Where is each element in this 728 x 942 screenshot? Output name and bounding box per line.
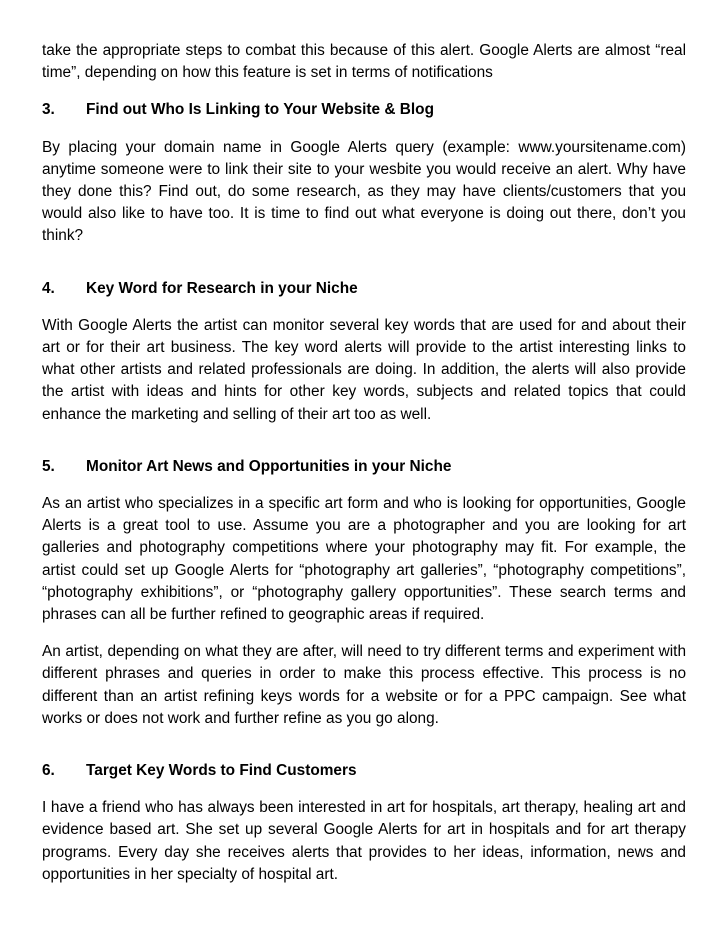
section-title: Target Key Words to Find Customers [86,762,357,780]
section-3-paragraph-1: By placing your domain name in Google Alerts query (example: www.yoursitename.com) anytime someone were to link their site to your wesbite you would receive an alert. Why have they done this? Find out, do some research, as they may have clients/customers that you would also like to have too. It is time to find out what everyone is doing out there, don’t you think? [42,138,686,245]
section-title: Key Word for Research in your Niche [86,279,358,297]
section-4-heading [42,278,686,300]
document-page [42,40,686,886]
section-5-paragraph-2: An artist, depending on what they are after, will need to try different terms and experiment with different phrases and queries in order to make this process effective. This process is no different than an artist refining keys words for a website or for a PPC campaign. See what works or does not work and further refine as you go along. [42,643,686,727]
section-4-paragraph-1: With Google Alerts the artist can monitor several key words that are used for and about their art or for their art business. The key word alerts will provide to the artist interesting links to what other artists and related professionals are doing. In addition, the alerts will also provide the artist with ideas and hints for other key words, subjects and related topics that could enhance the marketing and selling of their art too as well. [42,316,686,423]
section-number: 3. [42,101,55,119]
section-number: 4. [42,279,55,297]
intro-paragraph: take the appropriate steps to combat this because of this alert. Google Alerts are almost “real time”, depending on how this feature is set in terms of notifications [42,42,686,82]
section-5-heading [42,456,686,478]
section-title: Monitor Art News and Opportunities in your Niche [86,457,452,475]
section-3-heading [42,99,686,121]
section-number: 5. [42,457,55,475]
section-6-heading [42,760,686,782]
section-number: 6. [42,762,55,780]
section-6-paragraph-1: I have a friend who has always been interested in art for hospitals, art therapy, healing art and evidence based art. She set up several Google Alerts for art in hospitals and for art therapy programs. Every day she receives alerts that provides to her ideas, information, news and opportunities in her specialty of hospital art. [42,799,686,883]
section-5-paragraph-1: As an artist who specializes in a specific art form and who is looking for opportunities, Google Alerts is a great tool to use. Assume you are a photographer and you are looking for art galleries and photography competitions where your photography may fit. For example, the artist could set up Google Alerts for “photography art galleries”, “photography competitions”, “photography exhibitions”, or “photography gallery opportunities”. These search terms and phrases can all be further refined to geographic areas if required. [42,495,686,624]
section-title: Find out Who Is Linking to Your Website & Blog [86,101,434,119]
